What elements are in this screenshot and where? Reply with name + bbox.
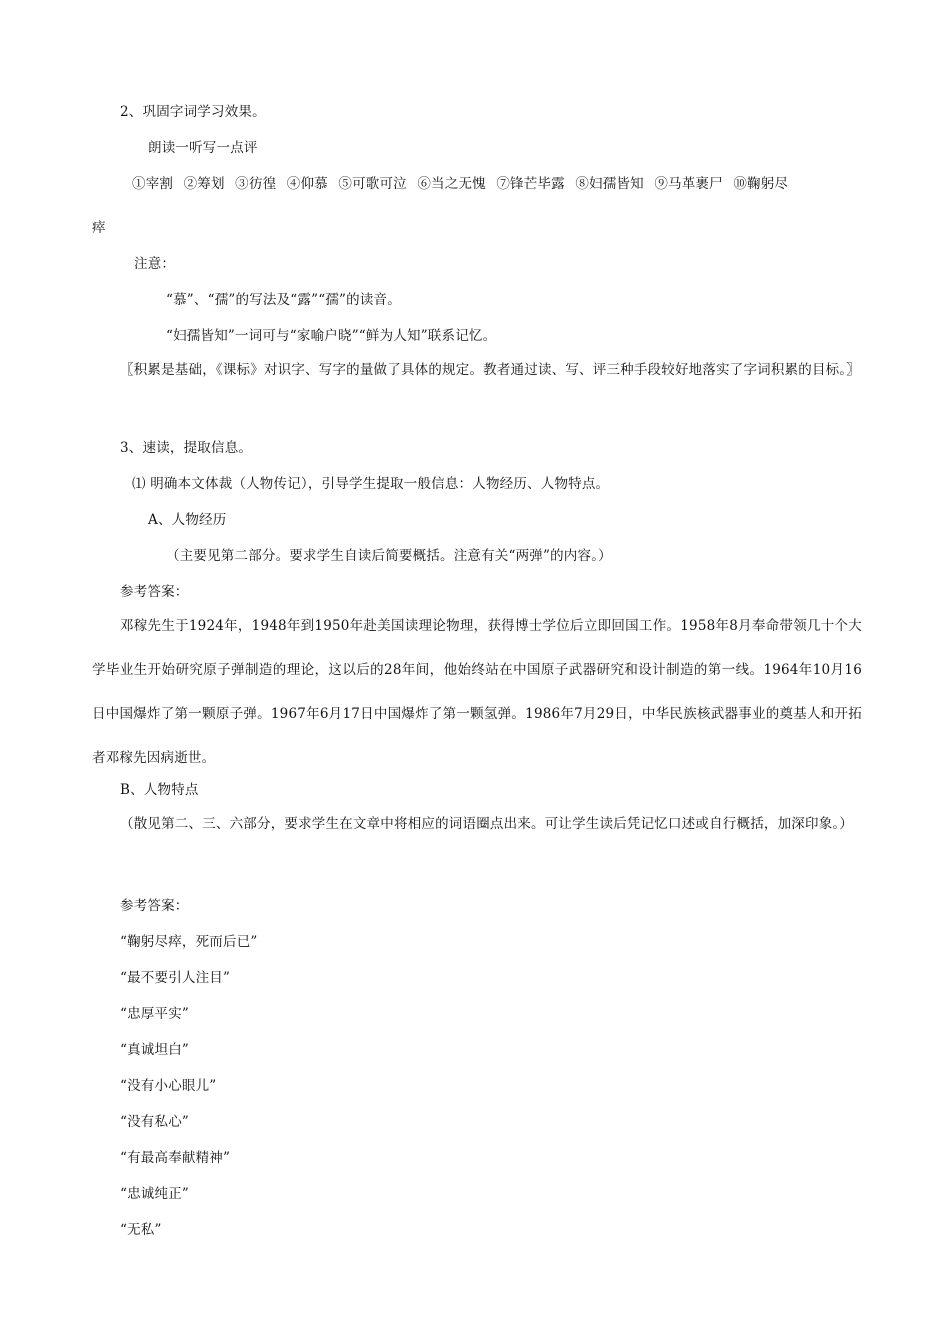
list-item: “真诚坦白”: [120, 1042, 190, 1058]
list-item: “最不要引人注目”: [120, 970, 231, 986]
section2-method: 朗读一听写一点评: [148, 140, 258, 156]
teaching-comment: 〖积累是基础，《课标》对识字、写字的量做了具体的规定。教者通过读、写、评三种手段较好地落实了字词积累的目标。〗: [120, 362, 860, 378]
part-b-instruction: （散见第二、三、六部分，要求学生在文章中将相应的词语圈点出来。可让学生读后凭记忆口述或自行概括，加深印象。）: [120, 816, 854, 832]
part-b-answer-label: 参考答案：: [120, 898, 189, 914]
part-b-title: B、人物特点: [120, 782, 199, 798]
section3-heading: 3、速读，提取信息。: [120, 440, 253, 456]
list-item: “忠诚纯正”: [120, 1186, 190, 1202]
list-item: “有最高奉献精神”: [120, 1150, 231, 1166]
part-a-answer-label: 参考答案：: [120, 584, 189, 600]
list-item: “鞠躬尽瘁，死而后已”: [120, 934, 258, 950]
list-item: “忠厚平实”: [120, 1006, 190, 1022]
note-writing-reading: “慕”、“孺”的写法及“露”“孺”的读音。: [166, 292, 401, 308]
list-item: “没有小心眼儿”: [120, 1078, 217, 1094]
vocabulary-list-line1: ①宰割 ②筹划 ③彷徨 ④仰慕 ⑤可歌可泣 ⑥当之无愧 ⑦锋芒毕露 ⑧妇孺皆知 ⑨马革裹尸 ⑩鞠躬尽: [132, 176, 789, 192]
vocabulary-list-line2: 瘁: [92, 220, 106, 236]
list-item: “无私”: [120, 1222, 162, 1238]
section3-item1: ⑴ 明确本文体裁（人物传记），引导学生提取一般信息：人物经历、人物特点。: [132, 476, 610, 492]
section2-heading: 2、巩固字词学习效果。: [120, 104, 266, 120]
part-a-title: A、人物经历: [148, 512, 227, 528]
part-a-answer-text: 邓稼先生于1924年，1948年到1950年赴美国读理论物理，获得博士学位后立即回国工作。1958年8月奉命带领几十个大学毕业生开始研究原子弹制造的理论，这以后的28年间，他始终站在中国原子武器研究和设计制造的第一线。1964年10月16日中国爆炸了第一颗原子弹。1967年6月17日中国爆炸了第一颗氢弹。1986年7月29日，中华民族核武器事业的奠基人和开拓者邓稼先因病逝世。: [92, 618, 862, 766]
list-item: “没有私心”: [120, 1114, 190, 1130]
part-a-instruction: （主要见第二部分。要求学生自读后简要概括。注意有关“两弹”的内容。）: [166, 548, 612, 564]
note-label: 注意：: [134, 256, 176, 272]
note-memory-tip: “妇孺皆知”一词可与“家喻户晓”“鲜为人知”联系记忆。: [166, 328, 497, 344]
